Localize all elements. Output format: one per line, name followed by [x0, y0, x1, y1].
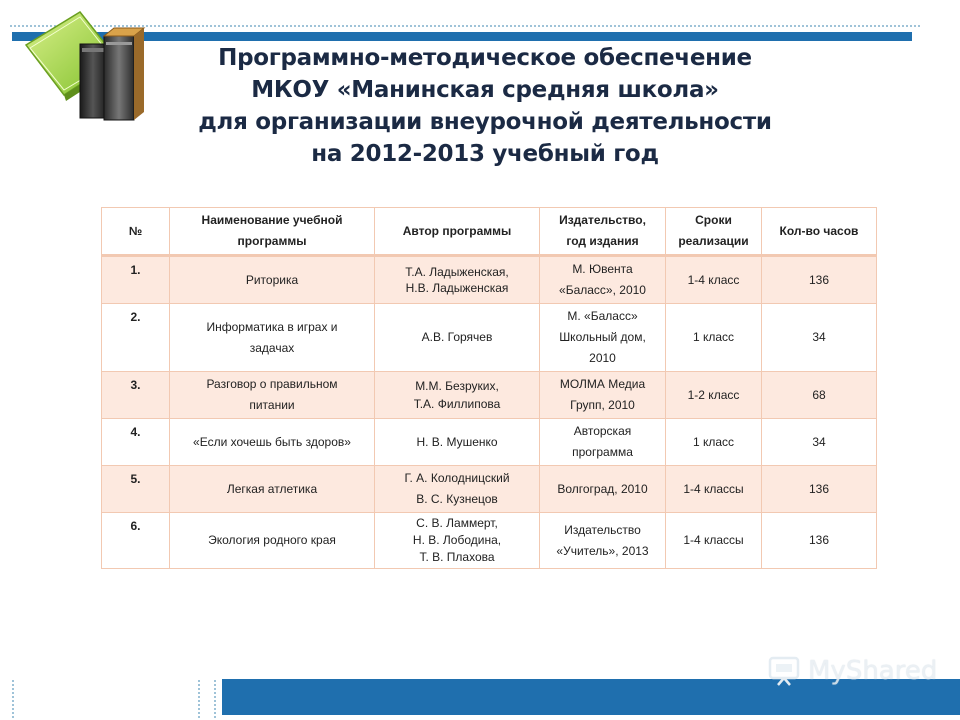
row-hours: 34 [762, 419, 877, 466]
title-line-3: для организации внеурочной деятельности [198, 109, 772, 135]
row-author: С. В. Ламмерт, Н. В. Лободина, Т. В. Плахова [375, 513, 540, 569]
row-program-name: Легкая атлетика [170, 466, 375, 513]
row-number: 4. [102, 419, 170, 466]
header-cell-publisher: Издательство, год издания [540, 208, 666, 256]
row-publisher: М. «Баласс» Школьный дом, 2010 [540, 304, 666, 372]
row-hours: 136 [762, 513, 877, 569]
row-publisher: Издательство «Учитель», 2013 [540, 513, 666, 569]
books-icon [20, 0, 150, 125]
row-program-name: Информатика в играх и задачах [170, 304, 375, 372]
bottom-dotted-rule-right [214, 680, 216, 718]
row-term: 1-2 класс [666, 372, 762, 419]
watermark-text: MyShared [808, 656, 938, 686]
row-author: А.В. Горячев [375, 304, 540, 372]
row-program-name: Разговор о правильном питании [170, 372, 375, 419]
row-number: 5. [102, 466, 170, 513]
row-program-name: Экология родного края [170, 513, 375, 569]
row-term: 1-4 классы [666, 466, 762, 513]
watermark [768, 652, 948, 692]
table-row [102, 513, 877, 569]
row-program-name: Риторика [170, 256, 375, 304]
row-term: 1-4 классы [666, 513, 762, 569]
header-cell-number: № [102, 208, 170, 256]
row-author: М.М. Безруких, Т.А. Филлипова [375, 372, 540, 419]
row-term: 1-4 класс [666, 256, 762, 304]
bottom-dotted-rule-left [12, 680, 14, 718]
program-table [101, 207, 877, 569]
row-number: 3. [102, 372, 170, 419]
row-author: Т.А. Ладыженская, Н.В. Ладыженская [375, 256, 540, 304]
header-cell-author: Автор программы [375, 208, 540, 256]
row-number: 1. [102, 256, 170, 304]
row-program-name: «Если хочешь быть здоров» [170, 419, 375, 466]
myshared-logo-icon [768, 654, 802, 686]
header-cell-hours: Кол-во часов [762, 208, 877, 256]
table-row [102, 419, 877, 466]
row-publisher: М. Ювента «Баласс», 2010 [540, 256, 666, 304]
row-publisher: МОЛМА Медиа Групп, 2010 [540, 372, 666, 419]
table-header-row [102, 208, 877, 256]
title-line-4: на 2012-2013 учебный год [311, 141, 659, 167]
table-row [102, 372, 877, 419]
row-hours: 136 [762, 256, 877, 304]
table-row [102, 256, 877, 304]
title-line-1: Программно-методическое обеспечение [218, 45, 752, 71]
bottom-dotted-rule-middle [198, 680, 200, 718]
row-hours: 136 [762, 466, 877, 513]
table-row [102, 304, 877, 372]
row-author: Н. В. Мушенко [375, 419, 540, 466]
row-hours: 68 [762, 372, 877, 419]
page-title [140, 42, 830, 170]
row-number: 2. [102, 304, 170, 372]
row-publisher: Авторская программа [540, 419, 666, 466]
title-line-2: МКОУ «Манинская средняя школа» [251, 77, 719, 103]
row-term: 1 класс [666, 304, 762, 372]
table-row [102, 466, 877, 513]
header-cell-program-name: Наименование учебной программы [170, 208, 375, 256]
row-number: 6. [102, 513, 170, 569]
row-author: Г. А. Колодницский В. С. Кузнецов [375, 466, 540, 513]
header-cell-term: Сроки реализации [666, 208, 762, 256]
row-term: 1 класс [666, 419, 762, 466]
row-publisher: Волгоград, 2010 [540, 466, 666, 513]
row-hours: 34 [762, 304, 877, 372]
